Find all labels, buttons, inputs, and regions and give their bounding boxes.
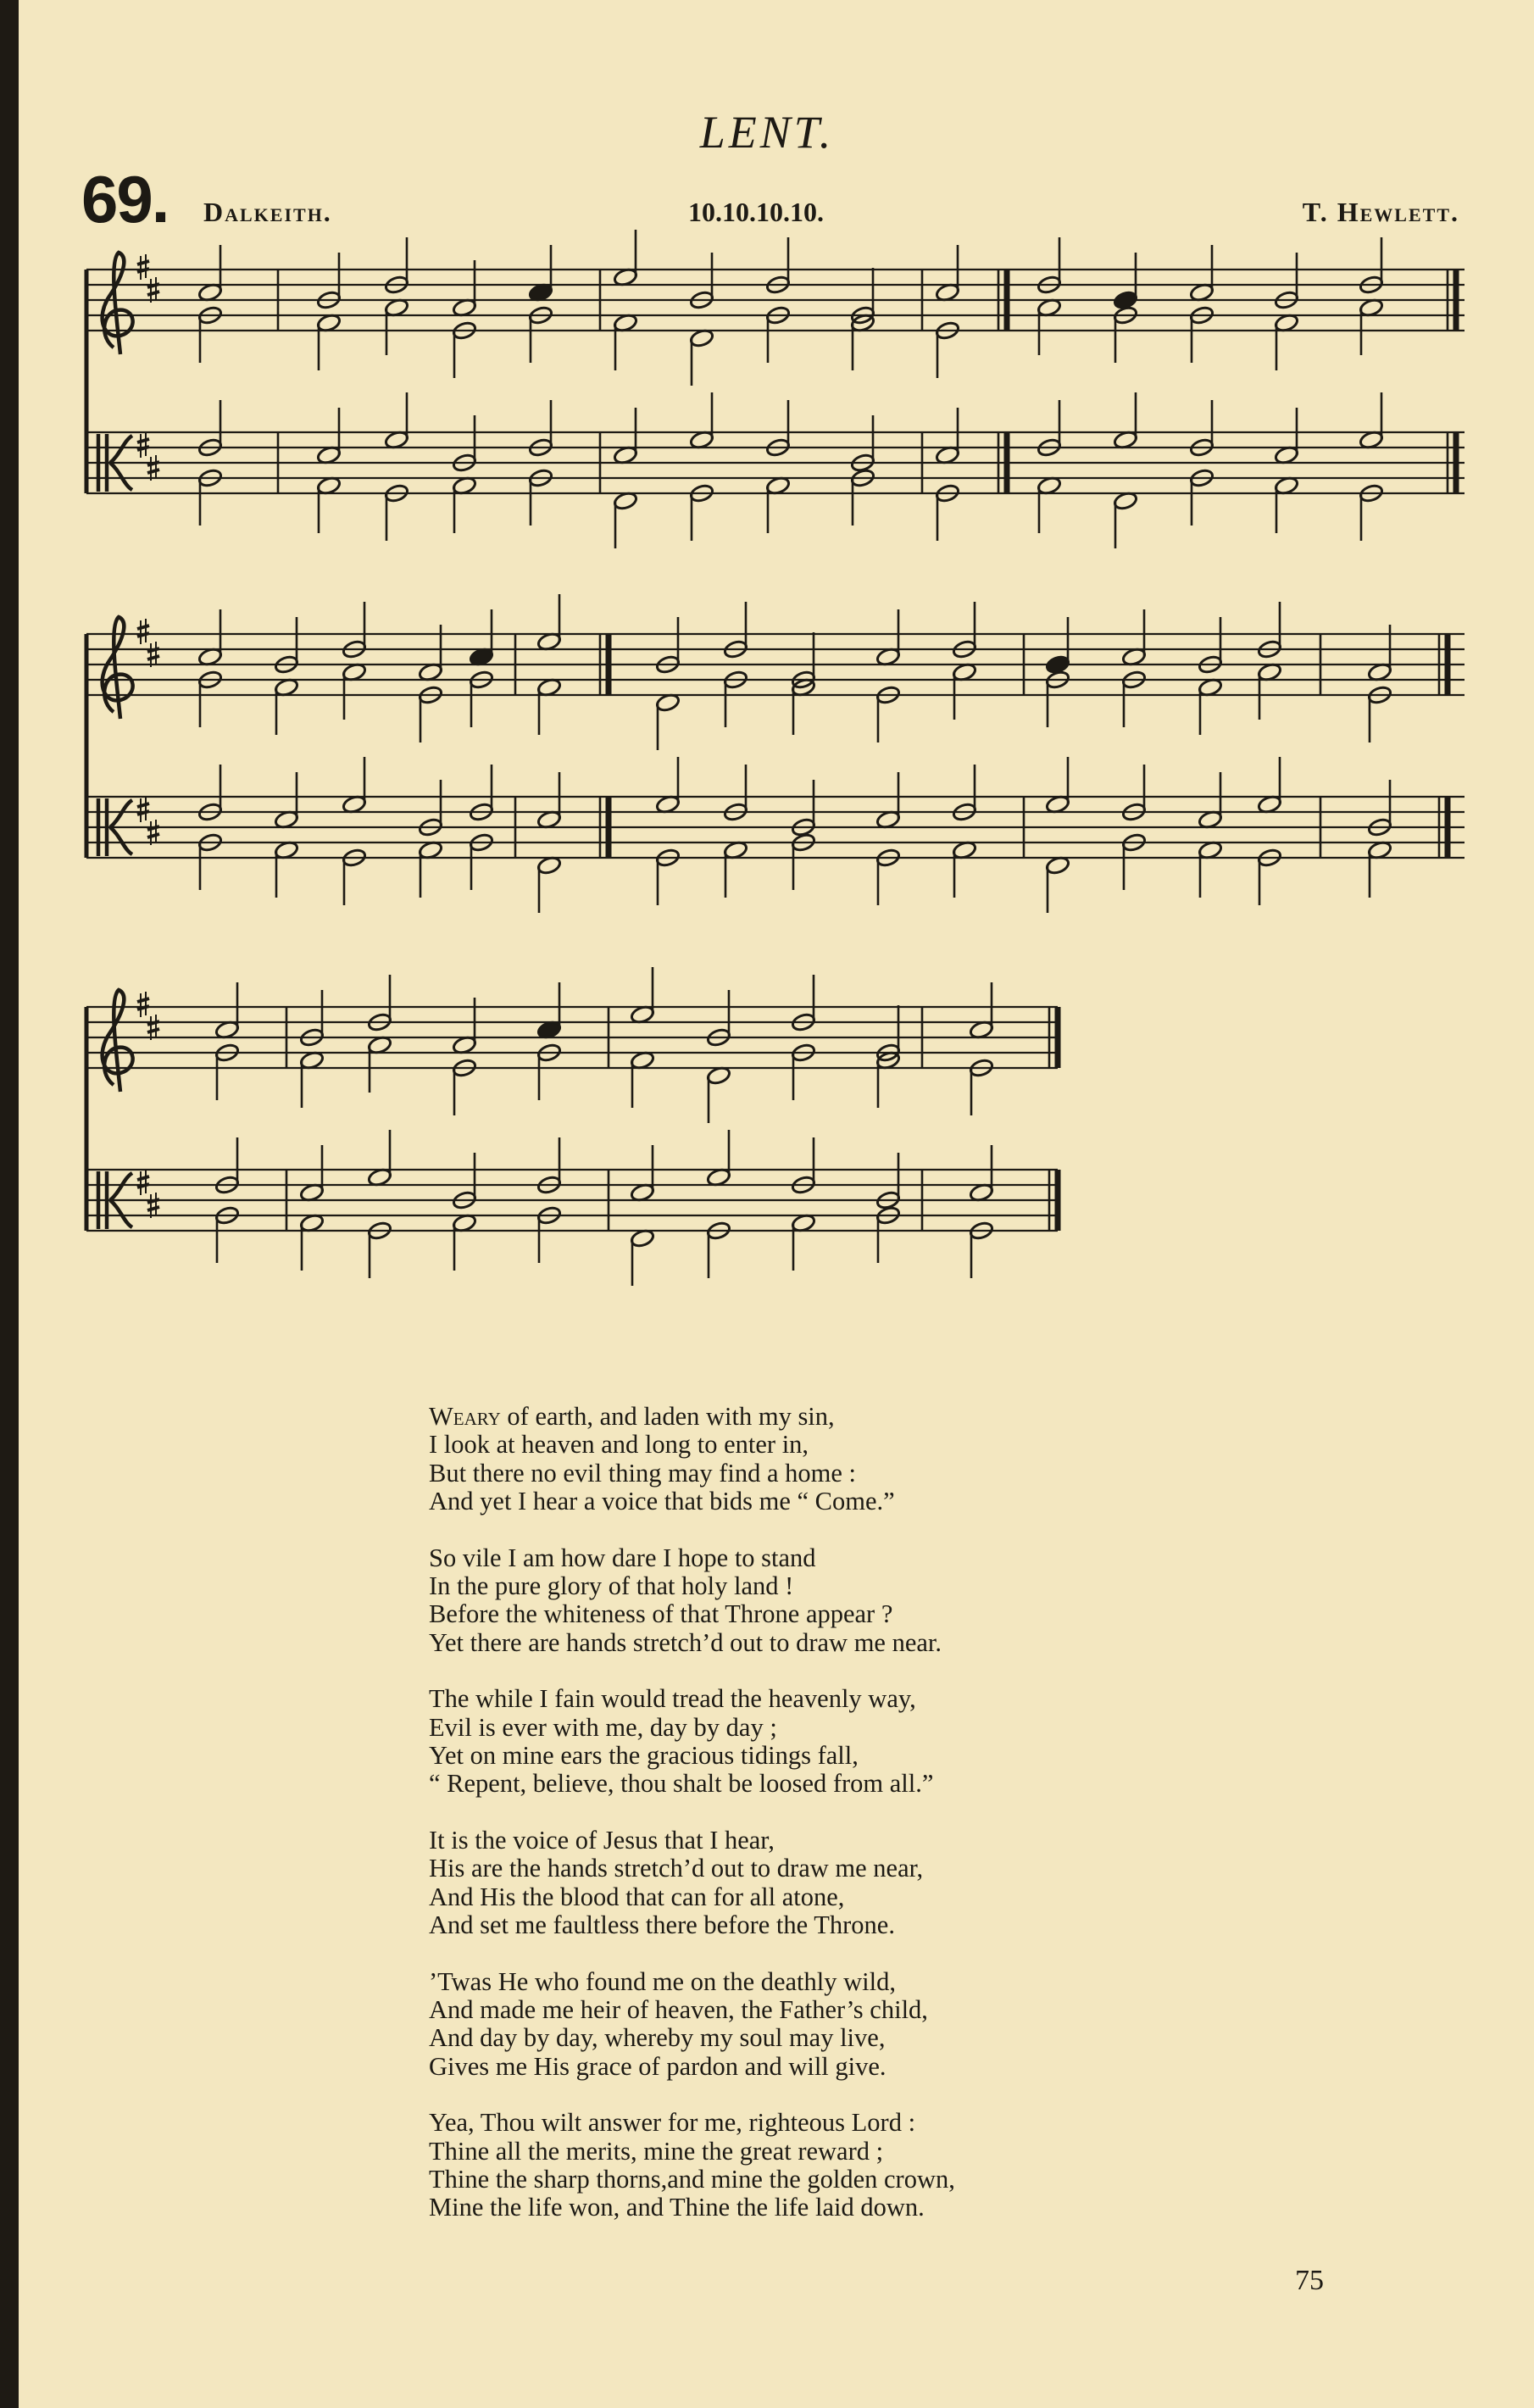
note-icon: [367, 975, 392, 1032]
note-icon: [1121, 832, 1147, 890]
note-icon: [1198, 677, 1223, 735]
note-icon: [536, 1137, 562, 1195]
note-icon: [613, 491, 638, 548]
note-icon: [1037, 400, 1062, 458]
verse-line: And yet I hear a voice that bids me “ Come.”: [429, 1487, 895, 1516]
note-icon: [1045, 617, 1070, 675]
note-icon: [1257, 602, 1282, 659]
note-icon: [536, 982, 562, 1040]
note-icon: [197, 245, 223, 303]
note-icon: [850, 415, 875, 473]
note-icon: [689, 392, 714, 450]
note-icon: [765, 475, 791, 533]
note-icon: [1274, 313, 1299, 370]
note-icon: [1121, 609, 1147, 667]
note-icon: [274, 677, 299, 735]
page-number: 75: [1295, 2265, 1324, 2296]
verse-line: Mine the life won, and Thine the life laid down.: [429, 2193, 925, 2222]
note-icon: [197, 400, 223, 458]
note-icon: [214, 1137, 240, 1195]
note-icon: [723, 602, 748, 659]
verse-line: So vile I am how dare I hope to stand: [429, 1543, 816, 1572]
sharp-stroke: [137, 998, 149, 1002]
verse-line: I look at heaven and long to enter in,: [429, 1430, 809, 1460]
note-icon: [655, 848, 681, 905]
verse-line: In the pure glory of that holy land !: [429, 1571, 794, 1601]
meter: 10.10.10.10.: [688, 197, 824, 227]
music-system-2: [83, 610, 1465, 941]
note-icon: [1359, 298, 1384, 355]
note-icon: [791, 1043, 816, 1100]
note-icon: [1359, 237, 1384, 295]
note-icon: [791, 975, 816, 1032]
note-icon: [528, 400, 553, 458]
verse-line: Gives me His grace of pardon and will give.: [429, 2051, 886, 2081]
note-icon: [791, 1213, 816, 1271]
note-icon: [1198, 840, 1223, 898]
note-icon: [197, 670, 223, 727]
first-word: Weary: [429, 1402, 501, 1431]
sharp-stroke: [137, 804, 149, 807]
section-title: LENT.: [699, 107, 835, 158]
note-icon: [1045, 757, 1070, 815]
verse-line: Yea, Thou wilt answer for me, righteous Lord :: [429, 2108, 916, 2138]
note-icon: [630, 1050, 655, 1108]
note-icon: [1113, 491, 1138, 548]
note-icon: [706, 1065, 731, 1123]
note-icon: [1198, 772, 1223, 830]
sharp-icon: [147, 455, 159, 481]
note-icon: [418, 685, 443, 742]
sharp-icon: [137, 1170, 149, 1195]
note-icon: [1037, 298, 1062, 355]
sharp-icon: [137, 432, 149, 458]
note-icon: [613, 408, 638, 465]
note-icon: [528, 468, 553, 526]
sharp-icon: [137, 254, 149, 280]
note-icon: [299, 1145, 325, 1203]
note-icon: [1367, 840, 1392, 898]
note-icon: [316, 475, 342, 533]
note-icon: [342, 602, 367, 659]
sharp-stroke: [137, 439, 149, 442]
book-spine-edge: [0, 0, 19, 2408]
note-icon: [1359, 483, 1384, 541]
note-icon: [1121, 765, 1147, 822]
note-icon: [723, 670, 748, 727]
sharp-icon: [137, 797, 149, 822]
sharp-stroke: [137, 1176, 149, 1180]
note-icon: [1359, 392, 1384, 450]
note-icon: [655, 757, 681, 815]
sharp-stroke: [147, 1029, 159, 1032]
note-icon: [875, 609, 901, 667]
note-icon: [850, 468, 875, 526]
note-icon: [1367, 685, 1392, 742]
stanza-2: [429, 1544, 1192, 1658]
sharp-stroke: [137, 261, 149, 264]
note-icon: [706, 990, 731, 1048]
stanza-5: [429, 1968, 1192, 2082]
note-icon: [197, 305, 223, 363]
note-icon: [197, 832, 223, 890]
note-icon: [299, 990, 325, 1048]
note-icon: [875, 1205, 901, 1263]
note-icon: [367, 1035, 392, 1093]
note-icon: [418, 780, 443, 837]
note-icon: [536, 855, 562, 913]
stanza-4: [429, 1827, 1192, 1940]
verse-line: Thine the sharp thorns,and mine the golden crown,: [429, 2164, 955, 2194]
music-system-3: [83, 983, 1058, 1322]
sharp-stroke: [147, 292, 159, 295]
note-icon: [469, 832, 494, 890]
note-icon: [274, 772, 299, 830]
verse-line: And day by day, whereby my soul may live,: [429, 2023, 886, 2053]
note-icon: [765, 237, 791, 295]
note-icon: [469, 670, 494, 727]
note-icon: [342, 848, 367, 905]
note-icon: [214, 1043, 240, 1100]
note-icon: [969, 982, 994, 1040]
note-icon: [536, 1043, 562, 1100]
treble-clef-icon: [103, 990, 133, 1092]
note-icon: [384, 298, 409, 355]
note-icon: [536, 594, 562, 652]
sharp-icon: [147, 642, 159, 667]
note-icon: [1189, 468, 1214, 526]
note-icon: [299, 1213, 325, 1271]
note-icon: [875, 685, 901, 742]
note-icon: [316, 253, 342, 310]
note-icon: [197, 609, 223, 667]
note-icon: [1257, 757, 1282, 815]
note-icon: [935, 483, 960, 541]
verse-line: And His the blood that can for all atone,: [429, 1882, 845, 1911]
note-icon: [935, 320, 960, 378]
note-icon: [1274, 475, 1299, 533]
note-icon: [1037, 237, 1062, 295]
verse-line: And made me heir of heaven, the Father’s child,: [429, 1994, 928, 2024]
note-icon: [630, 967, 655, 1025]
note-icon: [935, 408, 960, 465]
verse-line: Thine all the merits, mine the great reward ;: [429, 2136, 884, 2166]
note-icon: [655, 617, 681, 675]
note-icon: [367, 1130, 392, 1187]
note-icon: [791, 1137, 816, 1195]
verse-line: Weary of earth, and laden with my sin,: [429, 1402, 835, 1431]
sharp-icon: [147, 820, 159, 845]
note-icon: [418, 840, 443, 898]
stanza-1: [429, 1403, 1192, 1516]
note-icon: [1045, 670, 1070, 727]
note-icon: [723, 765, 748, 822]
note-icon: [528, 245, 553, 303]
stanza-6: [429, 2109, 1192, 2222]
verse-line: It is the voice of Jesus that I hear,: [429, 1825, 775, 1855]
note-icon: [342, 757, 367, 815]
sharp-stroke: [147, 834, 159, 837]
note-icon: [655, 692, 681, 750]
note-icon: [316, 408, 342, 465]
note-icon: [689, 328, 714, 386]
note-icon: [384, 483, 409, 541]
note-icon: [1198, 617, 1223, 675]
note-icon: [706, 1130, 731, 1187]
sharp-icon: [147, 277, 159, 303]
sharp-stroke: [147, 1207, 159, 1210]
note-icon: [536, 677, 562, 735]
note-icon: [469, 765, 494, 822]
note-icon: [952, 662, 977, 720]
note-icon: [969, 1221, 994, 1278]
note-icon: [1189, 400, 1214, 458]
sharp-icon: [147, 1193, 159, 1218]
note-icon: [452, 415, 477, 473]
note-icon: [969, 1145, 994, 1203]
sharp-icon: [147, 1015, 159, 1040]
composer: T. Hewlett.: [1302, 197, 1459, 227]
note-icon: [536, 772, 562, 830]
note-icon: [469, 609, 494, 667]
note-icon: [214, 982, 240, 1040]
sharp-stroke: [147, 656, 159, 659]
note-icon: [452, 475, 477, 533]
note-icon: [1113, 392, 1138, 450]
note-icon: [197, 468, 223, 526]
sharp-stroke: [137, 626, 149, 629]
note-icon: [723, 840, 748, 898]
verse-line: Yet on mine ears the gracious tidings fall,: [429, 1741, 859, 1771]
note-icon: [1274, 408, 1299, 465]
music-system-1: [83, 246, 1465, 576]
note-icon: [1113, 305, 1138, 363]
note-icon: [952, 840, 977, 898]
treble-clef-icon: [103, 617, 133, 719]
note-icon: [935, 245, 960, 303]
note-icon: [952, 602, 977, 659]
treble-clef-icon: [103, 253, 133, 354]
note-icon: [875, 772, 901, 830]
note-icon: [765, 305, 791, 363]
verse-line: ’Twas He who found me on the deathly wild,: [429, 1966, 896, 1996]
note-icon: [274, 840, 299, 898]
note-icon: [367, 1221, 392, 1278]
note-icon: [452, 1058, 477, 1115]
note-icon: [1257, 848, 1282, 905]
note-icon: [384, 237, 409, 295]
note-icon: [1113, 253, 1138, 310]
verse-line: Evil is ever with me, day by day ;: [429, 1712, 777, 1742]
stanza-3: [429, 1685, 1192, 1799]
note-icon: [1189, 245, 1214, 303]
note-icon: [452, 1153, 477, 1210]
note-icon: [969, 1058, 994, 1115]
verse-line: Yet there are hands stretch’d out to draw me near.: [429, 1627, 942, 1657]
note-icon: [452, 320, 477, 378]
note-icon: [299, 1050, 325, 1108]
verse-line: And set me faultless there before the Throne.: [429, 1910, 895, 1940]
note-icon: [1274, 253, 1299, 310]
note-icon: [342, 662, 367, 720]
note-icon: [1189, 305, 1214, 363]
note-icon: [274, 617, 299, 675]
note-icon: [613, 313, 638, 370]
note-icon: [528, 305, 553, 363]
note-icon: [1037, 475, 1062, 533]
hymn-verses: [429, 1403, 1192, 2250]
note-icon: [952, 765, 977, 822]
sharp-stroke: [147, 470, 159, 473]
note-icon: [706, 1221, 731, 1278]
verse-line: The while I fain would tread the heavenly way,: [429, 1684, 916, 1714]
note-icon: [791, 780, 816, 837]
note-icon: [765, 400, 791, 458]
note-icon: [875, 1153, 901, 1210]
note-icon: [536, 1205, 562, 1263]
note-icon: [689, 253, 714, 310]
note-icon: [689, 483, 714, 541]
note-icon: [452, 1213, 477, 1271]
note-icon: [630, 1145, 655, 1203]
note-icon: [1045, 855, 1070, 913]
note-icon: [214, 1205, 240, 1263]
verse-line: “ Repent, believe, thou shalt be loosed from all.”: [429, 1769, 934, 1799]
sharp-icon: [137, 619, 149, 644]
verse-line: Before the whiteness of that Throne appear ?: [429, 1599, 893, 1629]
note-icon: [1257, 662, 1282, 720]
note-icon: [384, 392, 409, 450]
note-icon: [197, 765, 223, 822]
note-icon: [791, 832, 816, 890]
sharp-icon: [137, 992, 149, 1017]
hymn-number: 69.: [81, 162, 169, 236]
note-icon: [875, 848, 901, 905]
verse-line: His are the hands stretch’d out to draw me near,: [429, 1854, 924, 1883]
note-icon: [1121, 670, 1147, 727]
note-icon: [1367, 780, 1392, 837]
note-icon: [630, 1228, 655, 1286]
note-icon: [613, 230, 638, 287]
tune-name: Dalkeith.: [203, 197, 332, 227]
note-icon: [316, 313, 342, 370]
verse-line: But there no evil thing may find a home :: [429, 1458, 856, 1488]
